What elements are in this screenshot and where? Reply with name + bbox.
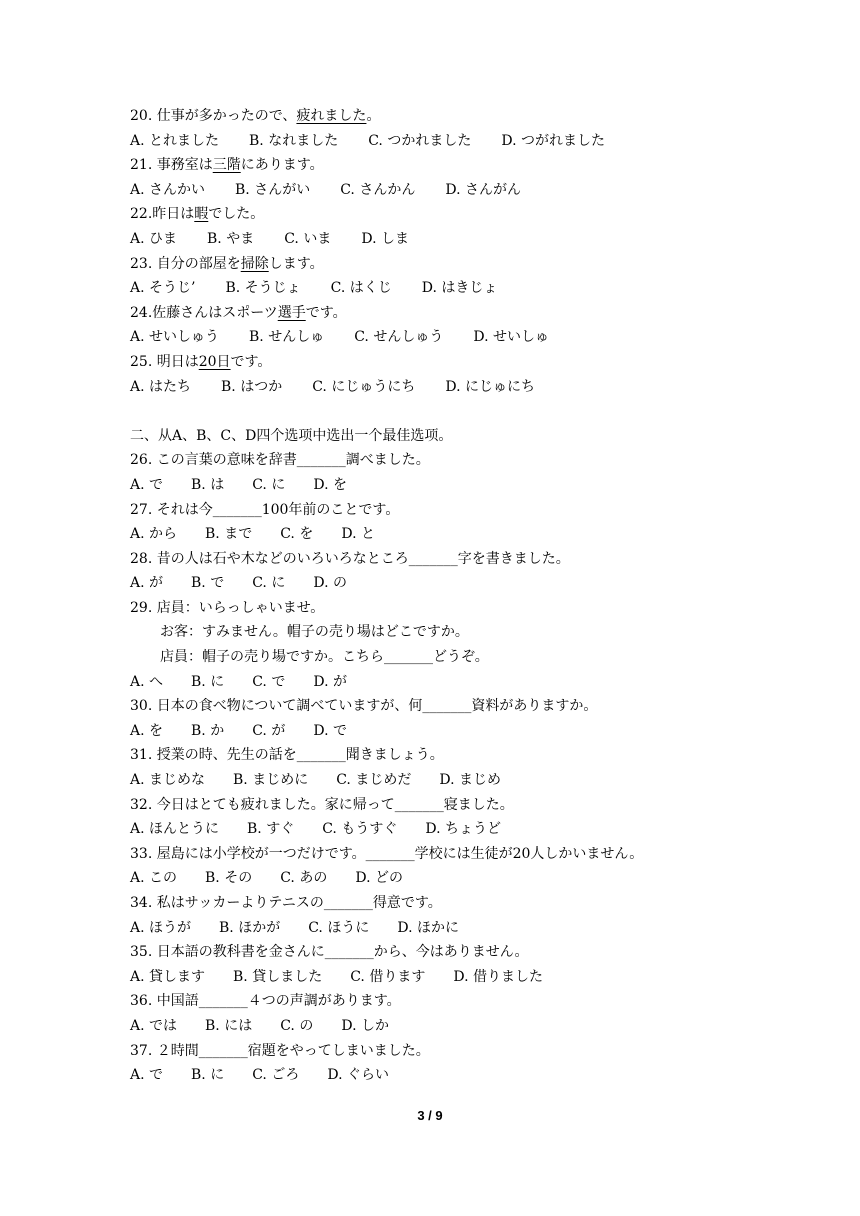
option: C. にじゅうにち [312,378,416,395]
question-stem [130,202,770,227]
stem-text: 20. 仕事が多かったので、 [130,108,297,124]
option: C. で [252,673,286,690]
stem-text: 21. 事務室は [130,157,213,174]
option: A. では [130,1017,178,1034]
option: A. で [130,1067,164,1084]
option: C. あの [280,870,328,887]
options-row [130,1063,770,1088]
question-stem: 27. それは今_______100年前のことです。 [130,501,400,518]
options-row [130,916,770,941]
stem-text: 25. 明日は [130,353,199,370]
option: B. か [191,722,225,739]
options-row [130,866,770,891]
section-gap [130,399,770,424]
stem-text: 24.佐藤さんはスポーツ [130,304,278,321]
question-stem: 29. 店員：いらっしゃいませ。 [130,599,325,616]
question-stem: 36. 中国語_______４つの声調があります。 [130,993,401,1010]
option: B. まで [205,526,253,543]
option: D. さんがん [445,181,521,198]
option: A. へ [130,673,164,690]
option: A. この [130,870,178,887]
option: D. つがれました [501,132,605,149]
option: C. はくじ [330,280,392,297]
option: D. ちょうど [425,821,501,838]
stem-text: します。 [268,255,324,272]
question-stem: 37. ２時間_______宿題をやってしまいました。 [130,1042,430,1059]
option: A. せいしゅう [130,329,220,346]
question-content [130,104,770,1088]
underlined-word: 選手 [277,304,306,321]
option: A. とれました [130,132,220,149]
options-row [130,129,770,154]
options-row [130,768,770,793]
options-row [130,1014,770,1039]
dialogue-line: 店員：帽子の売り場ですか。こちら_______どうぞ。 [160,649,489,666]
option: A. を [130,722,164,739]
option: D. どの [355,870,403,887]
stem-text: 。 [366,108,381,124]
options-row [130,473,770,498]
option: D. にじゅにち [445,378,535,395]
options-row [130,178,770,203]
options-row [130,227,770,252]
option: D. と [341,526,375,543]
option: B. やま [207,230,255,247]
option: D. で [313,722,347,739]
option: D. 借りました [453,968,543,985]
option: C. を [280,526,314,543]
page-number: 3 / 9 [417,1108,443,1123]
question-stem [130,350,770,375]
question-stem: 31. 授業の時、先生の話を_______聞きましょう。 [130,747,444,764]
option: A. ほうが [130,919,192,936]
option: B. 貸しました [233,968,323,985]
option: B. すぐ [247,821,295,838]
option: B. に [191,673,225,690]
option: C. に [252,476,286,493]
stem-text: にあります。 [240,157,324,174]
options-row [130,670,770,695]
underlined-word: 三階 [212,157,241,174]
option: D. ほかに [397,919,459,936]
option: C. せんしゅう [354,329,444,346]
option: D. はきじょ [421,280,498,297]
options-row [130,325,770,350]
options-row [130,522,770,547]
option: A. まじめな [130,772,206,789]
option: A. さんかい [130,181,206,198]
section-title: 二、从A、B、C、D四个选项中选出一个最佳选项。 [130,427,453,444]
dialogue-line: お客：すみません。帽子の売り場はどこですか。 [160,624,469,641]
question-stem: 34. 私はサッカーよりテニスの_______得意です。 [130,895,442,911]
option: D. しか [341,1017,389,1034]
question-stem [130,104,770,129]
option: B. ほかが [219,919,281,936]
option: B. なれました [249,132,339,149]
underlined-word: 掃除 [240,255,269,272]
stem-text: です。 [230,353,272,370]
stem-text: でした。 [208,206,265,223]
options-row [130,965,770,990]
question-stem: 30. 日本の食べ物について調べていますが、何_______資料がありますか。 [130,698,598,715]
option: A. から [130,526,178,543]
option: C. ほうに [308,919,370,936]
stem-text: 23. 自分の部屋を [130,255,241,272]
question-stem: 32. 今日はとても疲れました。家に帰って_______寝ました。 [130,796,514,813]
question-stem [130,153,770,178]
option: C. まじめだ [336,772,412,789]
option: A. 貸します [130,968,206,985]
underlined-word: 暇 [194,206,209,223]
question-stem [130,252,770,277]
options-row [130,817,770,842]
question-stem: 35. 日本語の教科書を金さんに_______から、今はありません。 [130,944,529,961]
question-stem: 26. この言葉の意味を辞書_______調べました。 [130,452,430,469]
option: B. は [191,476,225,493]
option: C. が [252,722,286,739]
options-row [130,571,770,596]
option: D. の [313,575,347,592]
options-row [130,276,770,301]
stem-text: 22.昨日は [130,206,195,223]
underlined-word: 20日 [198,353,231,370]
stem-text: です。 [305,304,347,321]
option: B. そうじょ [225,280,301,297]
option: C. もうすぐ [322,821,398,838]
option: D. せいしゅ [473,329,549,346]
option: C. の [280,1017,314,1034]
option: A. そうじ’ [130,280,196,297]
option: D. ぐらい [327,1067,389,1084]
option: B. まじめに [233,772,309,789]
option: D. が [313,673,347,690]
option: B. その [205,870,253,887]
question-stem: 28. 昔の人は石や木などのいろいろなところ_______字を書きました。 [130,550,570,567]
option: D. まじめ [439,772,501,789]
option: A. はたち [130,378,192,395]
option: A. ひま [130,230,178,247]
option: A. ほんとうに [130,821,220,838]
option: A. が [130,575,164,592]
option: B. には [205,1017,253,1034]
option: D. しま [361,230,409,247]
option: C. つかれました [368,132,472,149]
option: A. で [130,476,164,493]
option: C. さんかん [340,181,416,198]
option: C. いま [284,230,332,247]
option: C. 借ります [350,968,426,985]
option: B. さんがい [235,181,311,198]
options-row [130,719,770,744]
option: B. はつか [221,378,283,395]
options-row [130,375,770,400]
option: D. を [313,476,347,493]
option: C. に [252,575,286,592]
option: B. に [191,1067,225,1084]
option: B. で [191,575,225,592]
option: C. ごろ [252,1067,300,1084]
underlined-word: 疲れました [296,108,367,124]
question-stem [130,301,770,326]
option: B. せんしゅ [249,329,325,346]
question-stem: 33. 屋島には小学校が一つだけです。_______学校には生徒が20人しかいません。 [130,845,644,862]
